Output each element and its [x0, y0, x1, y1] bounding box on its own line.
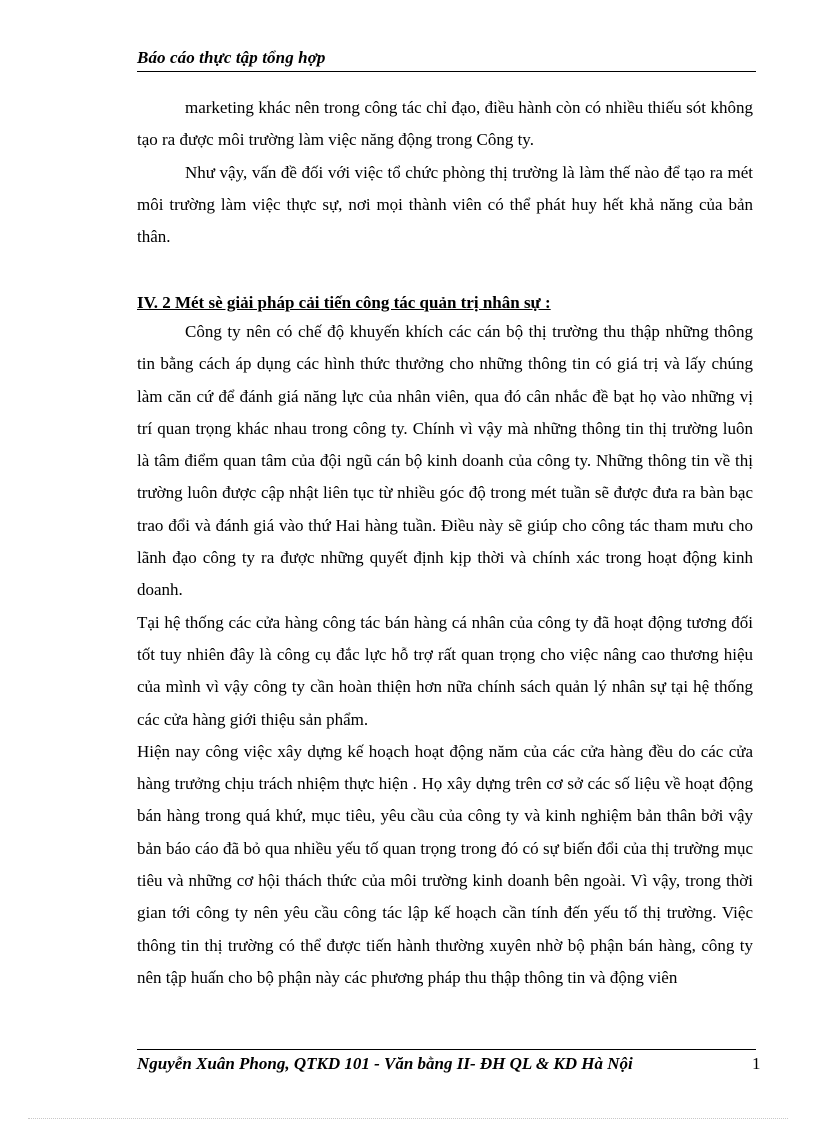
footer-divider [137, 1049, 756, 1050]
section-heading: IV. 2 Mét sè giải pháp cải tiến công tác quản trị nhân sự : [137, 293, 551, 312]
header-divider [137, 71, 756, 72]
page-number: 1 [752, 1054, 761, 1073]
paragraph: Công ty nên có chế độ khuyến khích các cán bộ thị trường thu thập những thông tin bằng cách áp dụng các hình thức thưởng cho những thông tin có giá trị và lấy chúng làm căn cứ để đánh giá năng lực của nhân viên, qua đó cân nhắc đề bạt họ vào những vị trí quan trọng khác nhau trong công ty. Chính vì vậy mà những thông tin thị trường luôn là tâm điểm quan tâm của đội ngũ cán bộ kinh doanh của công ty. Những thông tin về thị trường luôn được cập nhật liên tục từ nhiều góc độ trong mét tuần sẽ được đưa ra bàn bạc trao đổi và đánh giá vào thứ Hai hàng tuần. Điều này sẽ giúp cho công tác tham mưu cho lãnh đạo công ty ra được những quyết định kịp thời và chính xác trong hoạt động kinh doanh. [137, 322, 753, 600]
page-header-title: Báo cáo thực tập tổng hợp [137, 48, 326, 67]
paragraph-continuation: marketing khác nên trong công tác chỉ đạo, điều hành còn có nhiều thiếu sót không tạo ra được môi trường làm việc năng động trong Công ty. [137, 98, 753, 150]
paragraph: Tại hệ thống các cửa hàng công tác bán hàng cá nhân của công ty đã hoạt động tương đối tốt tuy nhiên đây là công cụ đắc lực hỗ trợ rất quan trọng cho việc nâng cao thương hiệu của mình vì vậy công ty cần hoàn thiện hơn nữa chính sách quản lý nhân sự tại hệ thống các cửa hàng giới thiệu sản phẩm. [137, 612, 753, 729]
paragraph: Như vậy, vấn đề đối với việc tổ chức phòng thị trường là làm thế nào để tạo ra mét môi trường làm việc thực sự, nơi mọi thành viên có thể phát huy hết khả năng của bản thân. [137, 162, 753, 247]
page-bottom-border [28, 1118, 788, 1119]
body-text-top [137, 92, 753, 253]
paragraph: Hiện nay công việc xây dựng kế hoạch hoạt động năm của các cửa hàng đều do các cửa hàng trưởng chịu trách nhiệm thực hiện . Họ xây dựng trên cơ sở các số liệu về hoạt động bán hàng trong quá khứ, mục tiêu, yêu cầu của công ty và kinh nghiệm bản thân bởi vậy bản báo cáo đã bỏ qua nhiều yếu tố quan trọng trong đó có sự biến đổi của thị trường mục tiêu và những cơ hội thách thức của môi trường kinh doanh bên ngoài. Vì vậy, trong thời gian tới công ty nên yêu cầu công tác lập kế hoạch cần tính đến yếu tố thị trường. Việc thông tin thị trường có thể được tiến hành thường xuyên nhờ bộ phận bán hàng, công ty nên tập huấn cho bộ phận này các phương pháp thu thập thông tin và động viên [137, 741, 753, 987]
footer-author: Nguyễn Xuân Phong, QTKD 101 - Văn bằng II- ĐH QL & KD Hà Nội [137, 1054, 633, 1073]
body-text-main [137, 316, 753, 994]
